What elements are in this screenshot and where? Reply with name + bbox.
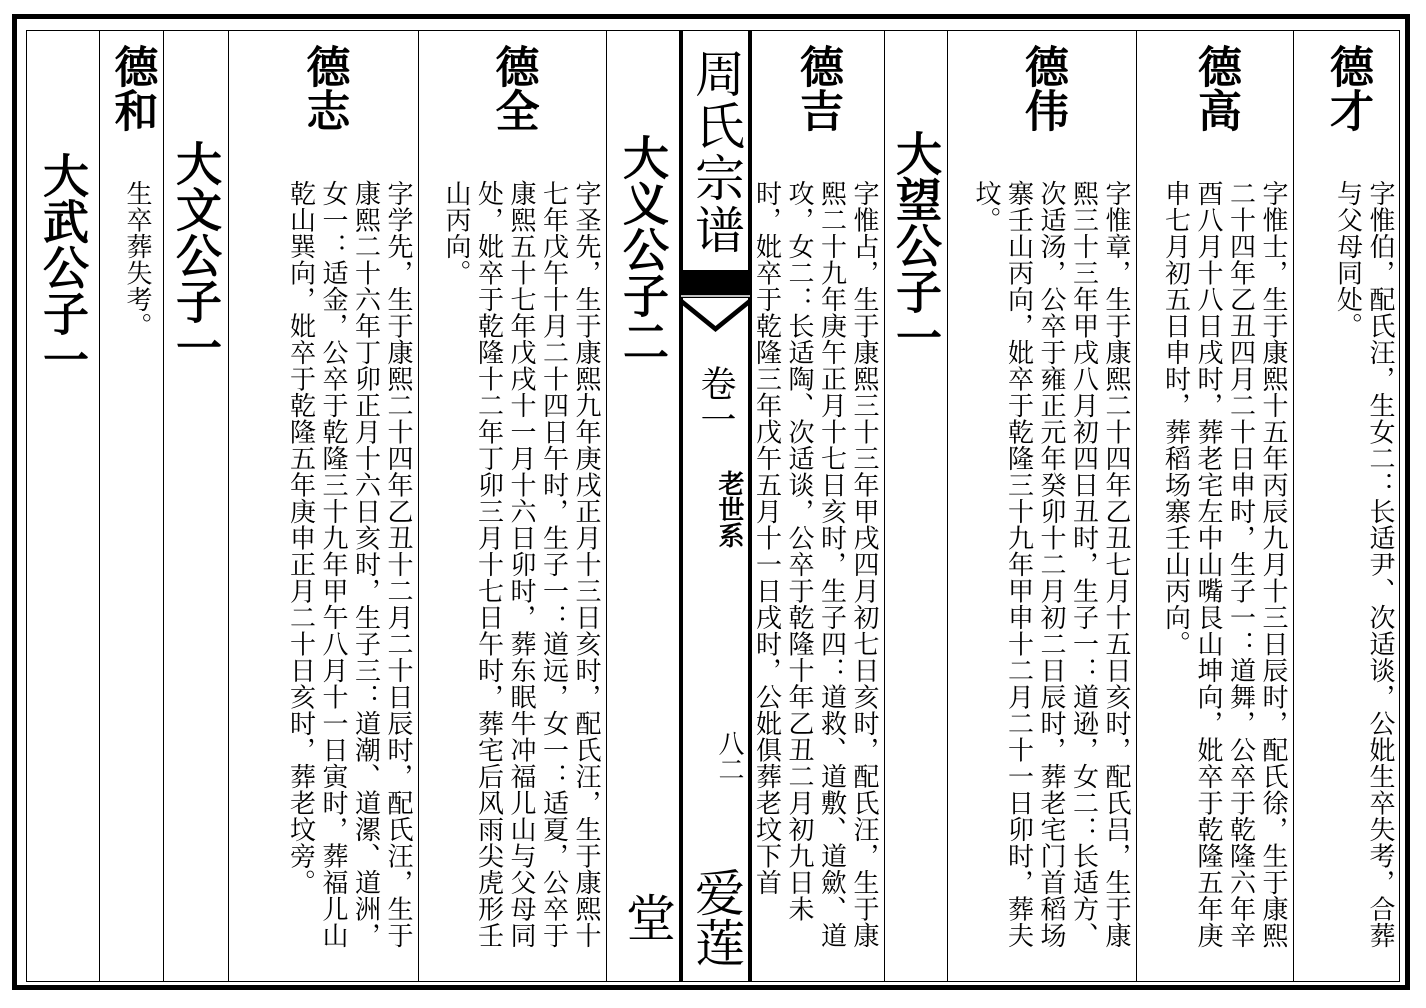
entry-degao bbox=[1137, 30, 1293, 982]
entry-text: 字惟伯，配氏汪，生女二：长适尹、次适谈，公妣生卒失考，合葬与父母同处。 bbox=[1332, 180, 1395, 949]
generation-heading: 大义公子二 bbox=[616, 134, 670, 364]
entry-text: 字学先，生于康熙二十四年乙丑十二月二十日辰时，配氏汪，生于康熙二十六年丁卯正月十六日亥时，生子三：道潮、道漯、道洲，女一：适金，公卒于乾隆三十九年甲午八月十一日寅时，葬福儿山乾山巽向，妣卒于乾隆五年庚申正月二十日亥时，葬老坟旁。 bbox=[285, 180, 413, 949]
entry-dezhi bbox=[229, 30, 418, 982]
entry-deji bbox=[750, 30, 884, 982]
entry-text: 生卒葬失考。 bbox=[122, 180, 152, 339]
generation-heading-dawen bbox=[164, 30, 228, 982]
entry-text: 字惟章，生于康熙二十四年乙丑七月十五日亥时，配氏吕，生于康熙三十三年甲戌八月初四日丑时，生子一：道逊，女二：长适方、次适汤，公卒于雍正元年癸卯十二月初二日辰时，葬老宅门首稻场寨壬山丙向，妣卒于乾隆三十九年甲申十二月二十一日卯时，葬夫坟。 bbox=[971, 180, 1131, 949]
entry-text: 字圣先，生于康熙九年庚戌正月十三日亥时，配氏汪，生于康熙十七年戊午十月二十四日午时，生子一：道远，女一：适夏，公卒于康熙五十七年戊戌十一月十六日卯时，葬东眠牛冲福儿山与父母同处，妣卒于乾隆十二年丁卯三月十七日午时，葬宅后风雨尖虎形壬山丙向。 bbox=[441, 180, 601, 949]
fishtail-mark-icon bbox=[681, 270, 750, 360]
spine-hall-name: 爱莲堂 bbox=[618, 867, 745, 967]
page-number: 八二 bbox=[714, 730, 744, 782]
generation-heading-dawu bbox=[27, 30, 99, 982]
generation-heading-dawang bbox=[885, 30, 947, 982]
entry-name: 德全 bbox=[487, 44, 539, 132]
generation-heading-dayi bbox=[607, 30, 679, 982]
entry-name: 德和 bbox=[106, 44, 158, 132]
entry-text: 字惟占，生于康熙三十三年甲戌四月初七日亥时，配氏汪，生于康熙二十九年庚午正月十七日亥时，生子四：道救、道敷、道歛、道攻，女二：长适陶、次适谈，公卒于乾隆十年乙丑二月初九日未时，妣卒于乾隆三年戊午五月十一日戌时，公妣俱葬老坟下首 bbox=[751, 180, 879, 949]
entry-name: 德志 bbox=[298, 44, 350, 132]
spine-title: 周氏宗谱 bbox=[687, 48, 745, 256]
entry-name: 德吉 bbox=[792, 44, 843, 132]
entry-name: 德高 bbox=[1190, 44, 1241, 132]
entry-name: 德伟 bbox=[1017, 44, 1068, 132]
spine-volume: 卷一 bbox=[695, 365, 736, 437]
entry-dequan bbox=[419, 30, 606, 982]
entry-name: 德才 bbox=[1322, 44, 1373, 132]
generation-heading: 大望公子一 bbox=[889, 130, 943, 360]
entry-decai bbox=[1294, 30, 1400, 982]
spine-section: 老世系 bbox=[714, 470, 744, 548]
entry-text: 字惟士，生于康熙十五年丙辰九月十三日辰时，配氏徐，生于康熙二十四年乙丑四月二十日申时，生子一：道舞，公卒于乾隆六年辛酉八月十八日戌时，葬老宅左中山嘴艮山坤向，妣卒于乾隆五年庚申七月初五日申时，葬稻场寨壬山丙向。 bbox=[1160, 180, 1288, 949]
generation-heading: 大武公子一 bbox=[36, 152, 90, 382]
entry-dehe bbox=[100, 30, 163, 982]
entry-dewei bbox=[948, 30, 1136, 982]
generation-heading: 大文公子一 bbox=[169, 140, 223, 370]
